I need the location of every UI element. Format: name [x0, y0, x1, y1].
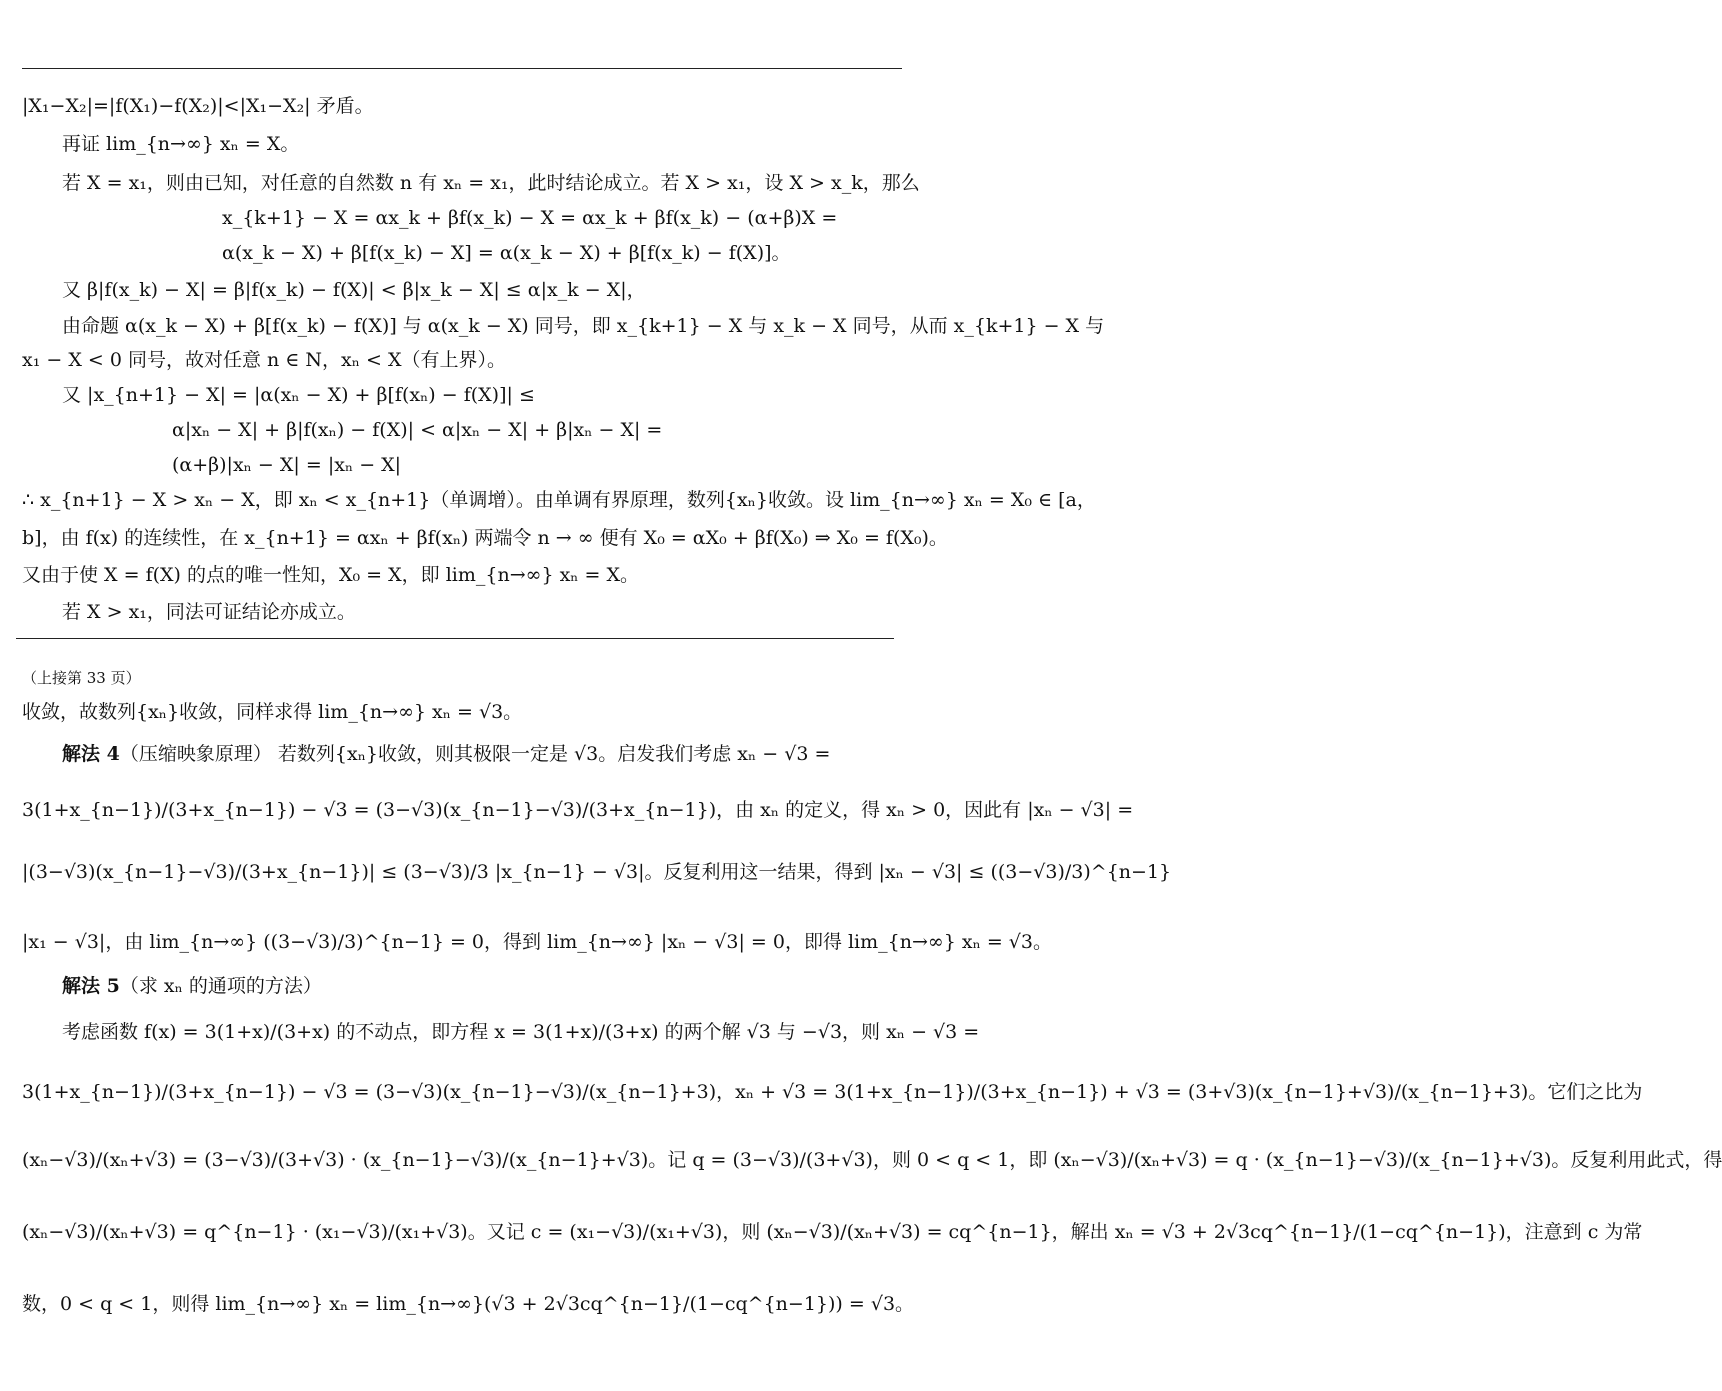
formula-line: α(x_k − X) + β[f(x_k) − X] = α(x_k − X) + β[f(x_k) − f(X)]。 [222, 242, 791, 264]
method-4-label: 解法 4 [62, 743, 120, 765]
formula-line: |x₁ − √3|，由 lim_{n→∞} ((3−√3)/3)^{n−1} = 0，得到 lim_{n→∞} |xₙ − √3| = 0，即得 lim_{n→∞} xₙ = √3。 [22, 931, 1052, 953]
text-line: b]，由 f(x) 的连续性，在 x_{n+1} = αxₙ + βf(xₙ) 两端令 n → ∞ 便有 X₀ = αX₀ + βf(X₀) ⇒ X₀ = f(X₀)。 [22, 527, 948, 549]
formula-line: 考虑函数 f(x) = 3(1+x)/(3+x) 的不动点，即方程 x = 3(1+x)/(3+x) 的两个解 √3 与 −√3，则 xₙ − √3 = [62, 1021, 980, 1043]
text-line: 若 X > x₁，同法可证结论亦成立。 [62, 601, 356, 623]
text-line: 若 X = x₁，则由已知，对任意的自然数 n 有 xₙ = x₁，此时结论成立。若 X > x₁，设 X > x_k，那么 [62, 172, 920, 194]
text-line: 又 β|f(x_k) − X| = β|f(x_k) − f(X)| < β|x_k − X| ≤ α|x_k − X|， [62, 279, 646, 301]
method-5-label: 解法 5 [62, 975, 120, 997]
text-line: 收敛，故数列{xₙ}收敛，同样求得 lim_{n→∞} xₙ = √3。 [22, 701, 523, 723]
formula-line: 数，0 < q < 1，则得 lim_{n→∞} xₙ = lim_{n→∞}(√3 + 2√3cq^{n−1}/(1−cq^{n−1})) = √3。 [22, 1293, 915, 1315]
method-4-title: （压缩映象原理） [119, 743, 272, 765]
text-line: x₁ − X < 0 同号，故对任意 n ∈ N，xₙ < X（有上界）。 [22, 349, 506, 371]
middle-rule [16, 638, 894, 639]
text-line: 由命题 α(x_k − X) + β[f(x_k) − f(X)] 与 α(x_k − X) 同号，即 x_{k+1} − X 与 x_k − X 同号，从而 x_{k+1} − X 与 [62, 315, 1105, 337]
text-line: 又 |x_{n+1} − X| = |α(xₙ − X) + β[f(xₙ) − f(X)]| ≤ [62, 384, 535, 406]
method-4-line [62, 740, 928, 768]
formula-line: 3(1+x_{n−1})/(3+x_{n−1}) − √3 = (3−√3)(x_{n−1}−√3)/(3+x_{n−1})，由 xₙ 的定义，得 xₙ > 0，因此有 |xₙ − √3| = [22, 799, 1134, 821]
text-fragment: 若数列{xₙ}收敛，则其极限一定是 √3。启发我们考虑 xₙ − √3 = [277, 743, 831, 765]
method-5-title: （求 xₙ 的通项的方法） [119, 975, 322, 997]
formula-line: x_{k+1} − X = αx_k + βf(x_k) − X = αx_k + βf(x_k) − (α+β)X = [222, 207, 838, 229]
continued-note: （上接第 33 页） [22, 669, 141, 687]
text-line: 再证 lim_{n→∞} xₙ = X。 [62, 133, 300, 155]
formula-line: |(3−√3)(x_{n−1}−√3)/(3+x_{n−1})| ≤ (3−√3)/3 |x_{n−1} − √3|。反复利用这一结果，得到 |xₙ − √3| ≤ ((3−√3)/3)^{n−1} [22, 861, 1172, 883]
formula-line: (xₙ−√3)/(xₙ+√3) = q^{n−1} · (x₁−√3)/(x₁+√3)。又记 c = (x₁−√3)/(x₁+√3)，则 (xₙ−√3)/(xₙ+√3) = cq^{n−1}，解出 xₙ = √3 + 2√3cq^{n−1}/(1−cq^{n−1})，注意到 c 为常 [22, 1221, 1643, 1243]
text-line: |X₁−X₂|=|f(X₁)−f(X₂)|<|X₁−X₂| 矛盾。 [22, 95, 374, 117]
text-line: ∴ x_{n+1} − X > xₙ − X，即 xₙ < x_{n+1}（单调增）。由单调有界原理，数列{xₙ}收敛。设 lim_{n→∞} xₙ = X₀ ∈ [a， [22, 489, 1096, 511]
formula-line: 3(1+x_{n−1})/(3+x_{n−1}) − √3 = (3−√3)(x_{n−1}−√3)/(x_{n−1}+3)，xₙ + √3 = 3(1+x_{n−1})/(3+x_{n−1}) + √3 = (3+√3)(x_{n−1}+√3)/(x_{n−1}+3)。它们之比为 [22, 1081, 1643, 1103]
formula-line: α|xₙ − X| + β|f(xₙ) − f(X)| < α|xₙ − X| + β|xₙ − X| = [172, 419, 663, 441]
top-rule [22, 68, 902, 69]
text-line: 又由于使 X = f(X) 的点的唯一性知，X₀ = X，即 lim_{n→∞} xₙ = X。 [22, 564, 640, 586]
formula-line: (xₙ−√3)/(xₙ+√3) = (3−√3)/(3+√3) · (x_{n−1}−√3)/(x_{n−1}+√3)。记 q = (3−√3)/(3+√3)，则 0 < q < 1，即 (xₙ−√3)/(xₙ+√3) = q · (x_{n−1}−√3)/(x_{n−1}+√3)。反复利用此式，得 [22, 1149, 1722, 1171]
formula-line: (α+β)|xₙ − X| = |xₙ − X| [172, 454, 402, 476]
method-5-line [62, 972, 928, 1000]
